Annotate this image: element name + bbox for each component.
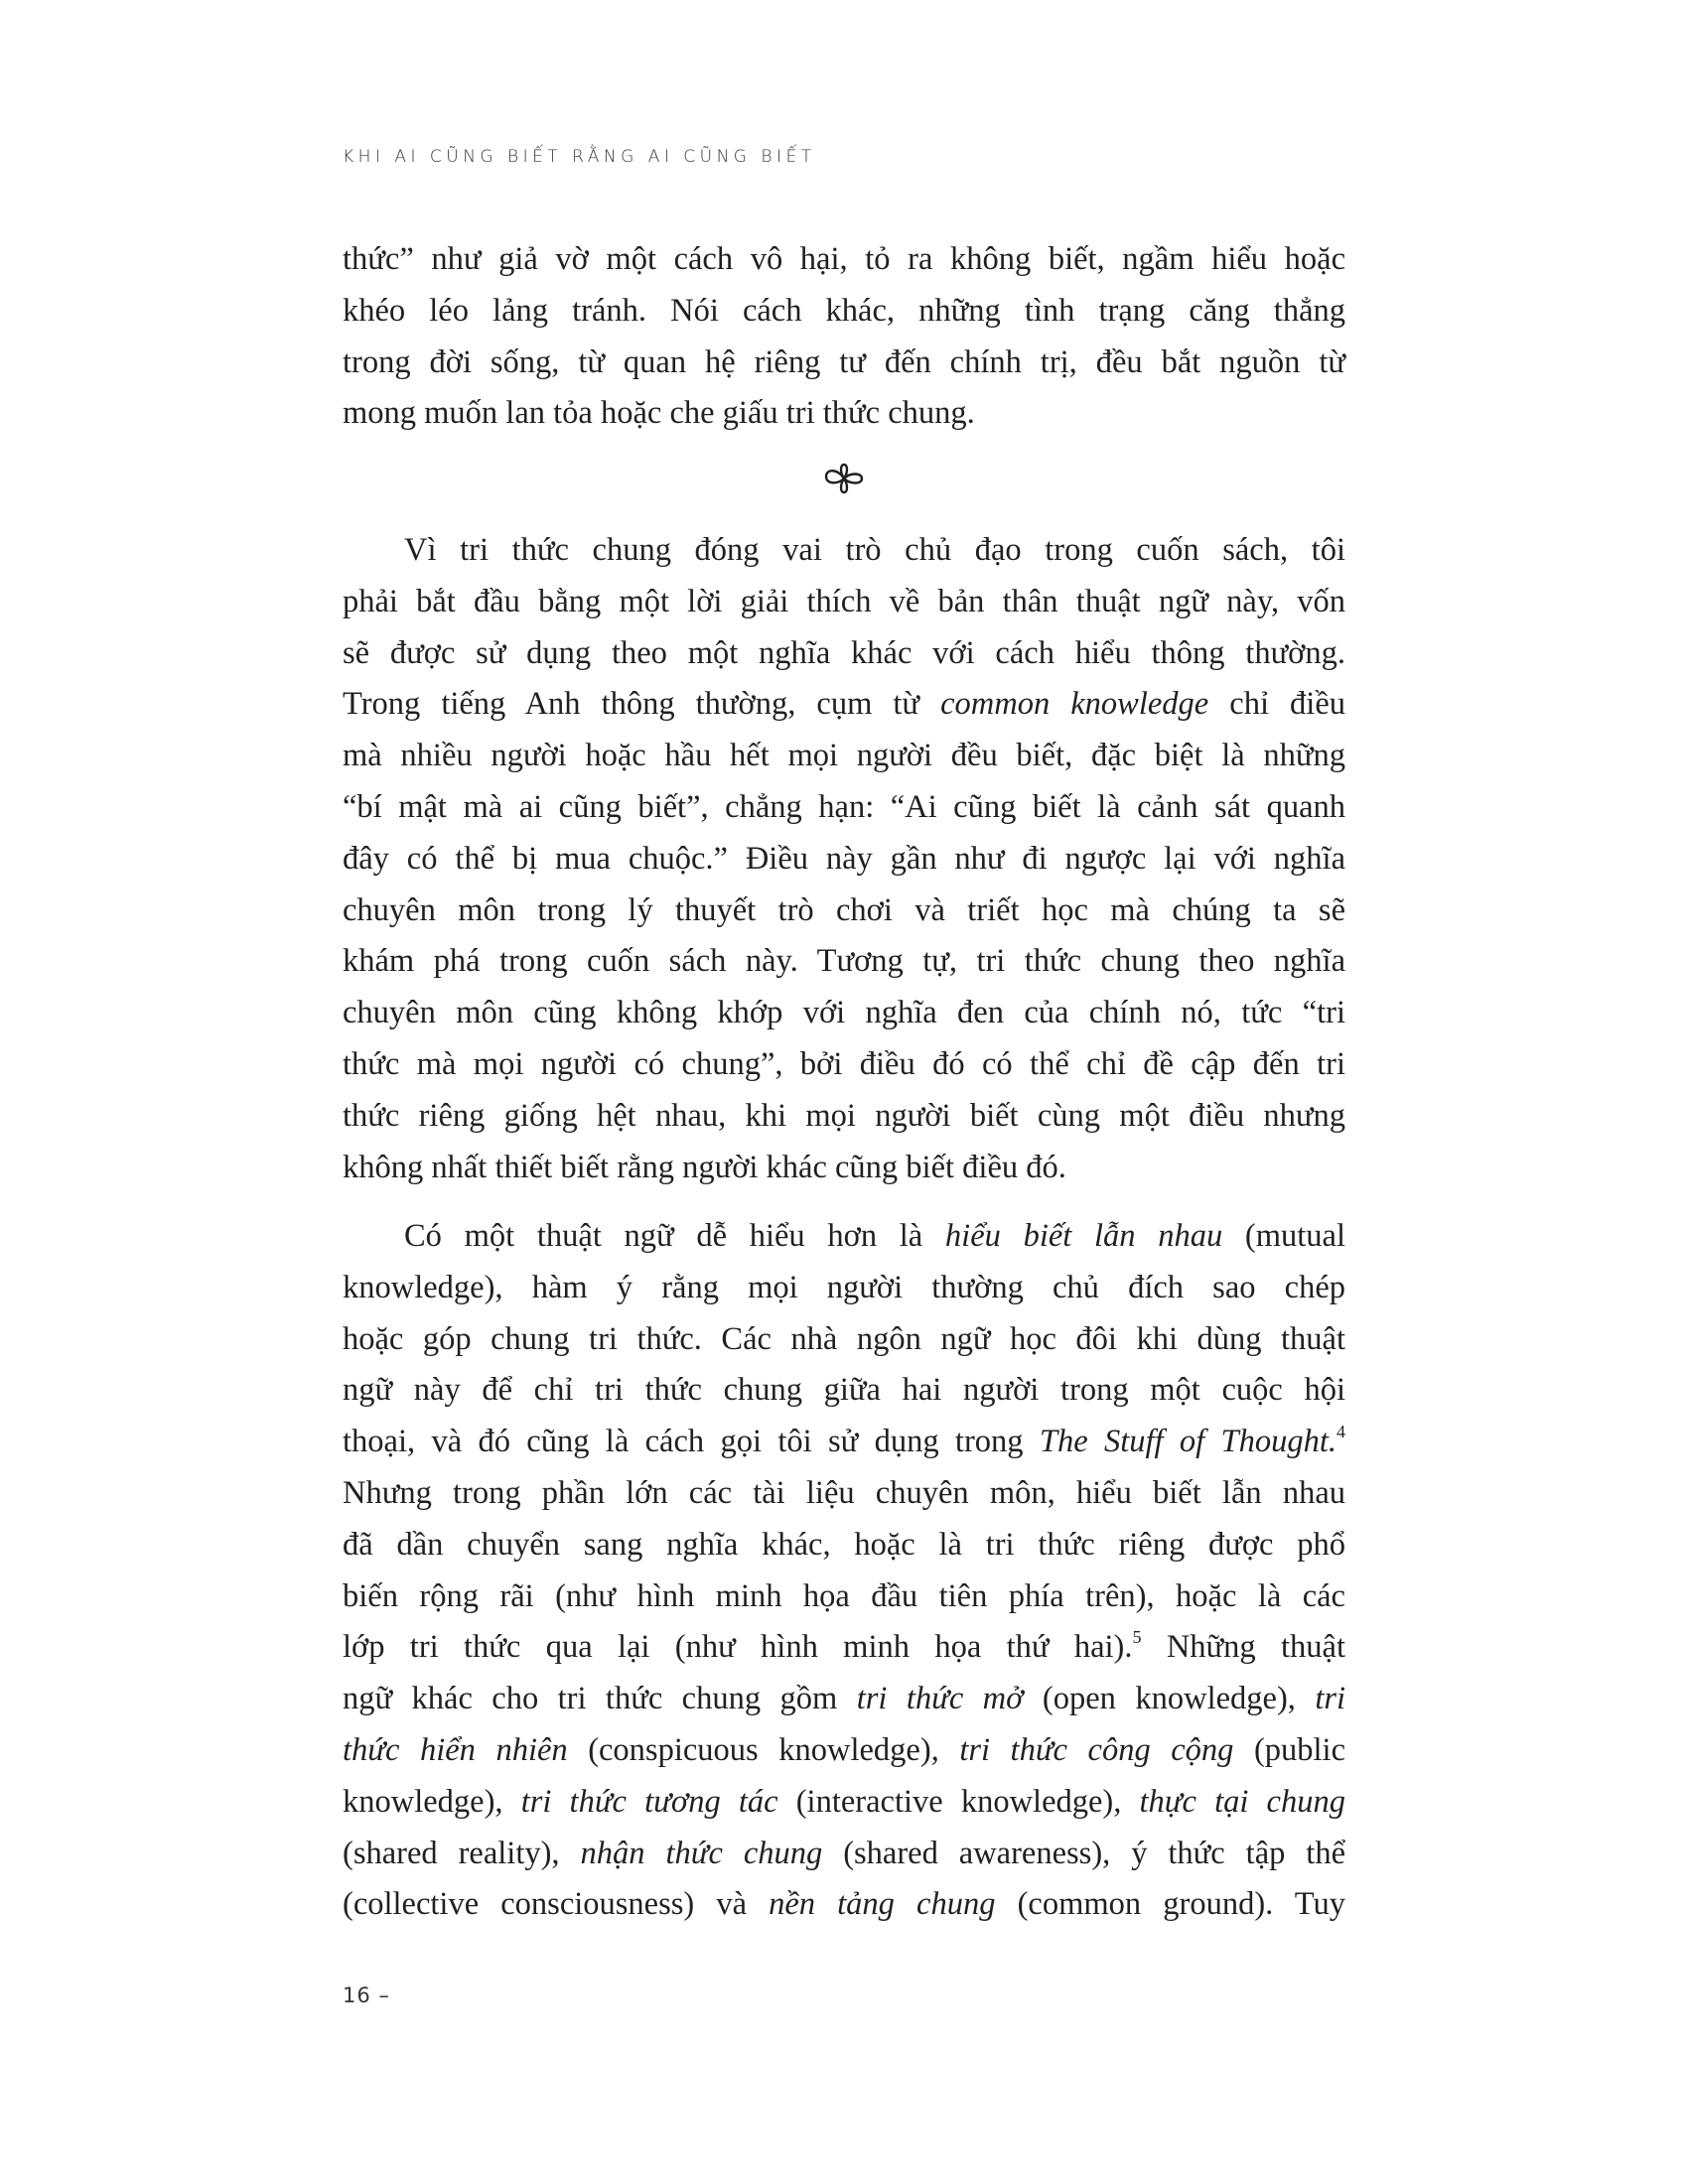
text-span: (collective consciousness) và [343,1886,770,1923]
text-line [343,1674,1345,1725]
text-span: Trong tiếng Anh thông thường, cụm từ [343,686,941,723]
text-span: khéo léo lảng tránh. Nói cách khác, những tình trạng căng thẳng [343,292,1345,329]
text-line [343,1039,1345,1091]
italic-text: tri thức mở [856,1681,1024,1717]
italic-text: The Stuff of Thought. [1039,1424,1336,1460]
text-span: (common ground). Tuy [995,1886,1345,1923]
text-line [343,1879,1345,1931]
text-line [343,338,1345,389]
text-span: (interactive knowledge), [777,1783,1140,1820]
text-span: mong muốn lan tỏa hoặc che giấu tri thức chung. [343,395,975,432]
text-line [343,1777,1345,1829]
text-span: Nhưng trong phần lớn các tài liệu chuyên môn, hiểu biết lẫn nhau [343,1474,1345,1511]
text-span: (public [1233,1731,1345,1768]
italic-text: tri [1315,1681,1346,1717]
text-span: khám phá trong cuốn sách này. Tương tự, tri thức chung theo nghĩa [343,943,1345,980]
text-span: chuyên môn cũng không khớp với nghĩa đen của chính nó, tức “tri [343,995,1345,1031]
text-line [343,234,1345,286]
text-span: (mutual [1222,1218,1346,1254]
text-line [343,886,1345,937]
italic-text: nền tảng chung [769,1886,996,1923]
paragraph-3 [343,1211,1345,1931]
italic-text: thực tại chung [1139,1783,1345,1820]
page-number: 16 – [343,1983,390,2007]
text-span: thức mà mọi người có chung”, bởi điều đó có thể chỉ đề cập đến tri [343,1045,1345,1082]
text-span: “bí mật mà ai cũng biết”, chẳng hạn: “Ai cũng biết là cảnh sát quanh [343,788,1345,825]
text-span: (open knowledge), [1023,1681,1316,1717]
text-span: (shared reality), [343,1835,581,1871]
text-span: Vì tri thức chung đóng vai trò chủ đạo trong cuốn sách, tôi [404,532,1345,568]
text-span: thức riêng giống hệt nhau, khi mọi người biết cùng một điều nhưng [343,1097,1345,1134]
text-span: ngữ khác cho tri thức chung gồm [343,1681,857,1717]
footnote-marker: 5 [1132,1627,1142,1648]
text-span: (shared awareness), ý thức tập thể [822,1835,1346,1871]
italic-text: hiểu biết lẫn nhau [944,1218,1223,1254]
footnote-marker: 4 [1336,1422,1345,1442]
text-line [343,1520,1345,1571]
text-line [343,834,1345,886]
text-line [343,525,1345,577]
text-line [343,1143,1345,1194]
italic-text: nhận thức chung [580,1835,823,1871]
text-span: phải bắt đầu bằng một lời giải thích về bản thân thuật ngữ này, vốn [343,583,1345,619]
italic-text: common knowledge [940,686,1209,723]
text-span: đây có thể bị mua chuộc.” Điều này gần như đi ngược lại với nghĩa [343,840,1345,877]
text-line [343,1622,1345,1674]
text-span: thoại, và đó cũng là cách gọi tôi sử dụng trong [343,1424,1040,1460]
text-span: mà nhiều người hoặc hầu hết mọi người đều biết, đặc biệt là những [343,738,1345,774]
text-span: (conspicuous knowledge) [567,1731,931,1768]
text-line [343,1571,1345,1623]
paragraph-2 [343,525,1345,1193]
text-line [343,577,1345,628]
italic-text: thức hiển nhiên [343,1731,568,1768]
paragraph-1 [343,234,1345,440]
text-line [343,731,1345,782]
text-line [343,1211,1345,1263]
text-line [343,988,1345,1039]
text-span: lớp tri thức qua lại (như hình minh họa thứ hai). [343,1629,1133,1666]
text-span: knowledge), [343,1783,521,1820]
text-line [343,1091,1345,1143]
fleuron-ornament-icon [820,459,868,498]
text-span: sẽ được sử dụng theo một nghĩa khác với cách hiểu thông thường. [343,634,1345,671]
text-span: biến rộng rãi (như hình minh họa đầu tiên phía trên), hoặc là các [343,1577,1345,1614]
text-line [343,1365,1345,1417]
text-line [343,782,1345,834]
text-span: đã dần chuyển sang nghĩa khác, hoặc là tri thức riêng được phổ [343,1526,1345,1563]
text-span: Có một thuật ngữ dễ hiểu hơn là [404,1218,945,1254]
text-span: chỉ điều [1208,686,1345,723]
text-line [343,286,1345,338]
running-header: KHI AI CŨNG BIẾT RẰNG AI CŨNG BIẾT [343,147,816,167]
text-line [343,1417,1345,1468]
text-line [343,388,1345,440]
text-span: ngữ này để chỉ tri thức chung giữa hai người trong một cuộc hội [343,1372,1345,1409]
text-line [343,679,1345,731]
text-line [343,1314,1345,1366]
text-span: chuyên môn trong lý thuyết trò chơi và triết học mà chúng ta sẽ [343,891,1345,928]
text-line [343,1725,1345,1777]
italic-text: tri thức tương tác [520,1783,778,1820]
text-span: không nhất thiết biết rằng người khác cũng biết điều đó. [343,1149,1066,1185]
text-line [343,1468,1345,1520]
text-line [343,1829,1345,1880]
text-span: knowledge), hàm ý rằng mọi người thường chủ đích sao chép [343,1269,1345,1305]
text-span: trong đời sống, từ quan hệ riêng tư đến chính trị, đều bắt nguồn từ [343,343,1345,380]
text-line [343,628,1345,680]
text-span: thức” như giả vờ một cách vô hại, tỏ ra không biết, ngầm hiểu hoặc [343,241,1345,277]
text-span: hoặc góp chung tri thức. Các nhà ngôn ngữ học đôi khi dùng thuật [343,1320,1345,1357]
italic-text: , tri thức công cộng [930,1731,1234,1768]
text-line [343,936,1345,988]
text-span: Những thuật [1141,1629,1346,1666]
text-line [343,1263,1345,1314]
